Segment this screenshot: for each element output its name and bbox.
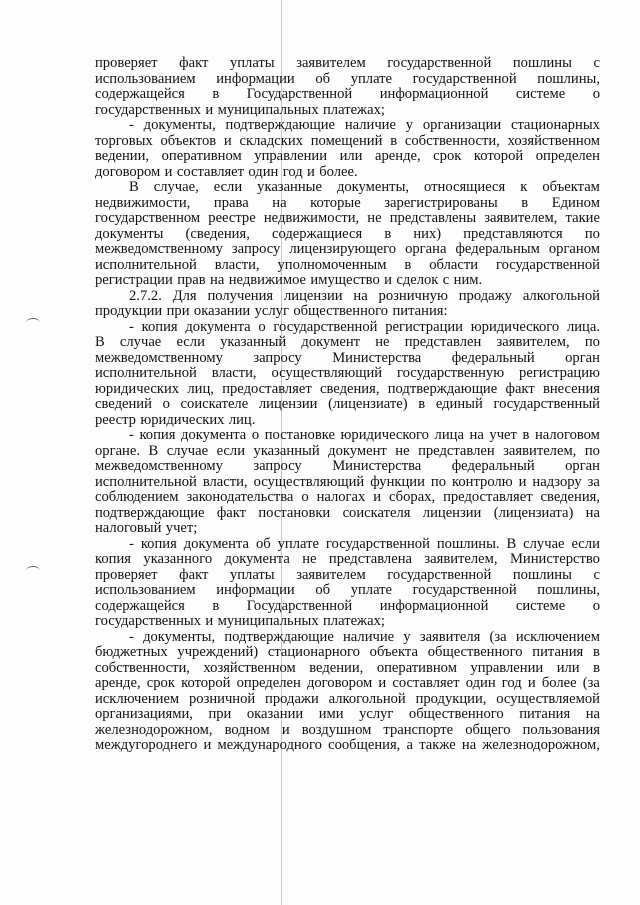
text-line: подтверждающие факт постановки соискателя лицензии (лицензиата) на — [95, 504, 600, 521]
text-line: межведомственному запросу Министерства федеральный орган — [95, 349, 600, 366]
text-line: В случае если указанный документ не представлен заявителем, по — [95, 334, 600, 350]
text-line: исполнительной власти, уполномоченным в области государственной — [95, 256, 600, 273]
text-line: государственных и муниципальных платежах; — [95, 613, 385, 629]
text-line: копия указанного документа не представлена заявителем, Министерство — [95, 551, 600, 567]
text-line: реестр юридических лиц. — [95, 411, 256, 428]
text-line: исполнительной власти, осуществляющий государственную регистрацию — [95, 365, 600, 381]
text-line: межведомственному запросу Министерства федеральный орган — [95, 458, 600, 474]
text-line: - копия документа о постановке юридического лица на учет в налоговом — [129, 427, 600, 443]
text-line: ведении, оперативном управлении или аренде, срок которой определен — [95, 148, 600, 164]
text-line: проверяет факт уплаты заявителем государственной пошлины с — [95, 566, 600, 583]
text-line: документы (сведения, содержащиеся в них) представляются по — [95, 225, 600, 242]
text-line: недвижимости, права на которые зарегистрированы в Едином — [95, 194, 600, 211]
text-line: организациями, при оказании ими услуг общественного питания на — [95, 706, 600, 722]
text-line: - документы, подтверждающие наличие у организации стационарных — [129, 117, 600, 133]
text-line: исполнительной власти, осуществляющий функции по контролю и надзору за — [95, 473, 600, 490]
text-line: использованием информации об уплате государственной пошлины, — [95, 582, 600, 598]
text-line: 2.7.2. Для получения лицензии на розничную продажу алкогольной — [129, 287, 600, 304]
text-line: налоговый учет; — [95, 520, 198, 536]
document-body — [95, 56, 600, 754]
text-line: сведений о соискателе лицензии (лицензиате) в единый государственный — [95, 396, 600, 412]
text-line: собственности, хозяйственном ведении, оперативном управлении или в — [95, 659, 600, 676]
text-line: междугороднего и международного сообщения, а также на железнодорожном, — [95, 737, 600, 753]
text-line: использованием информации об уплате государственной пошлины, — [95, 70, 600, 87]
text-line: торговых объектов и складских помещений в собственности, хозяйственном — [95, 132, 600, 149]
text-line: регистрации прав на недвижимое имущество и сделок с ним. — [95, 272, 483, 288]
text-line: - копия документа об уплате государственной пошлины. В случае если — [129, 535, 600, 552]
text-line: межведомственному запросу лицензирующего органа федеральным органом — [95, 241, 600, 257]
text-line: аренде, срок которой определен договором и составляет один год и более (за — [95, 675, 600, 691]
text-line: исключением розничной продажи алкогольной продукции, осуществляемой — [95, 690, 600, 707]
text-line: В случае, если указанные документы, относящиеся к объектам — [129, 179, 600, 195]
text-line: проверяет факт уплаты заявителем государственной пошлины с — [95, 55, 600, 71]
margin-mark-top — [26, 318, 40, 327]
text-line: содержащейся в Государственной информационной системе о — [95, 597, 600, 614]
text-line: органе. В случае если указанный документ не представлен заявителем, по — [95, 442, 600, 459]
text-line: - копия документа о государственной регистрации юридического лица. — [129, 318, 600, 335]
text-line: юридических лиц, предоставляет сведения, подтверждающие факт внесения — [95, 380, 600, 397]
text-line: государственных и муниципальных платежах; — [95, 101, 385, 118]
text-line: договором и составляет один год и более. — [95, 163, 358, 180]
text-line: государственном реестре недвижимости, не представлены заявителем, такие — [95, 210, 600, 226]
text-line: бюджетных учреждений) стационарного объекта общественного питания в — [95, 644, 600, 660]
margin-mark-bottom — [26, 566, 40, 575]
text-line: - документы, подтверждающие наличие у заявителя (за исключением — [129, 628, 600, 645]
text-line: продукции при оказании услуг общественного питания: — [95, 303, 448, 319]
text-line: соблюдением законодательства о налогах и сборах, предоставляет сведения, — [95, 489, 600, 505]
text-line: железнодорожном, водном и воздушном транспорте общего пользования — [95, 721, 600, 738]
text-line: содержащейся в Государственной информационной системе о — [95, 86, 600, 102]
